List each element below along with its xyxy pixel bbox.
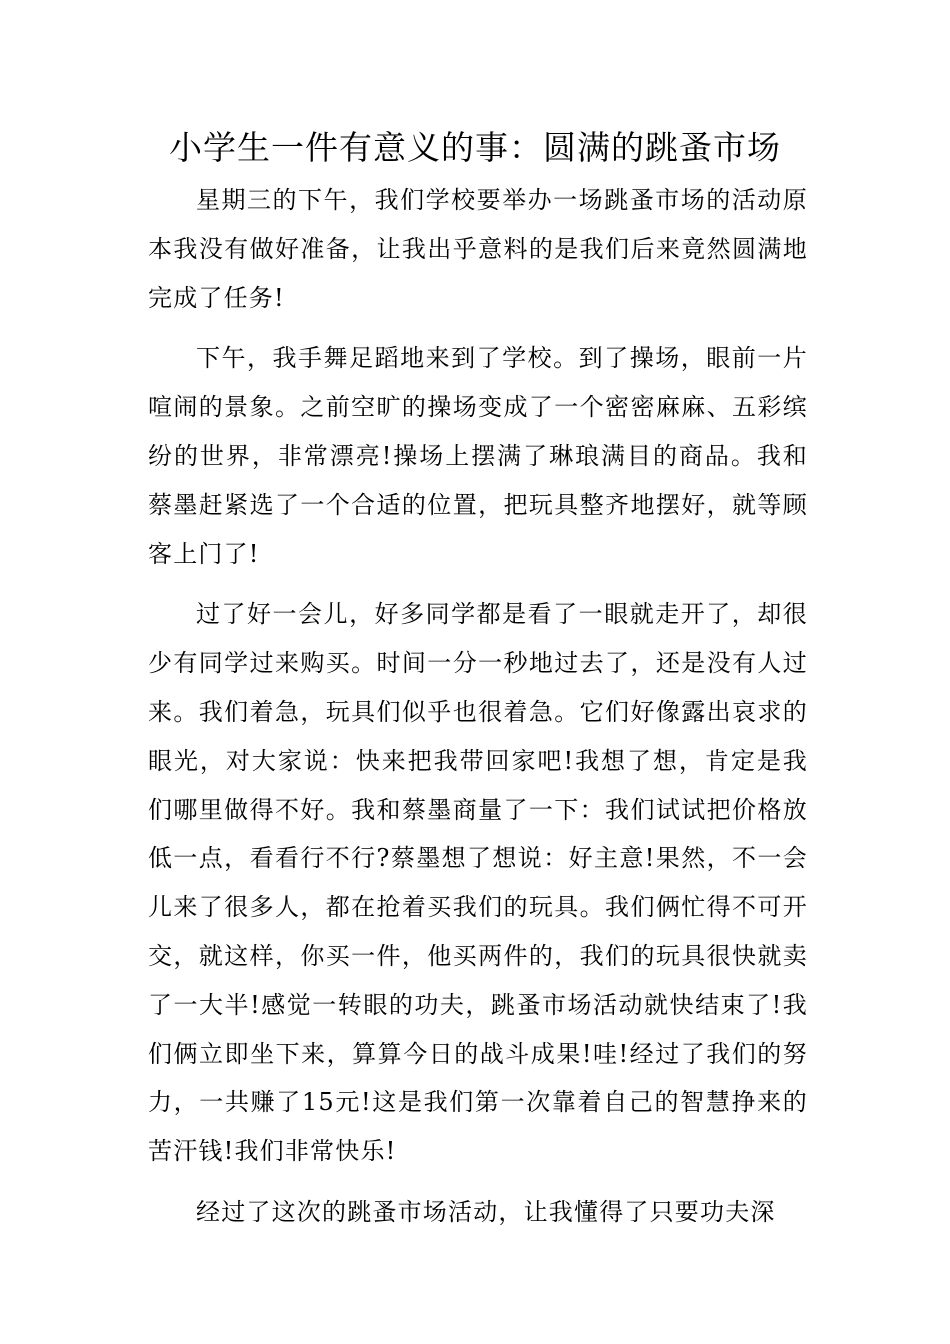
document-title: 小学生一件有意义的事：圆满的跳蚤市场: [169, 128, 781, 167]
paragraph: 下午，我手舞足蹈地来到了学校。到了操场，眼前一片喧闹的景象。之前空旷的操场变成了一个密密麻麻、五彩缤纷的世界，非常漂亮!操场上摆满了琳琅满目的商品。我和蔡墨赶紧选了一个合适的位置，把玩具整齐地摆好，就等顾客上门了!: [148, 344, 808, 568]
paragraph: 过了好一会儿，好多同学都是看了一眼就走开了，却很少有同学过来购买。时间一分一秒地过去了，还是没有人过来。我们着急，玩具们似乎也很着急。它们好像露出哀求的眼光，对大家说：快来把我带回家吧!我想了想，肯定是我们哪里做得不好。我和蔡墨商量了一下：我们试试把价格放低一点，看看行不行?蔡墨想了想说：好主意!果然，不一会儿来了很多人，都在抢着买我们的玩具。我们俩忙得不可开交，就这样，你买一件，他买两件的，我们的玩具很快就卖了一大半!感觉一转眼的功夫，跳蚤市场活动就快结束了!我们俩立即坐下来，算算今日的战斗成果!哇!经过了我们的努力，一共赚了15元!这是我们第一次靠着自己的智慧挣来的苦汗钱!我们非常快乐!: [148, 600, 808, 1166]
paragraph: 经过了这次的跳蚤市场活动，让我懂得了只要功夫深: [196, 1197, 776, 1226]
paragraph: 星期三的下午，我们学校要举办一场跳蚤市场的活动原本我没有做好准备，让我出乎意料的是我们后来竟然圆满地完成了任务!: [148, 186, 808, 312]
document-body: [148, 176, 808, 1249]
